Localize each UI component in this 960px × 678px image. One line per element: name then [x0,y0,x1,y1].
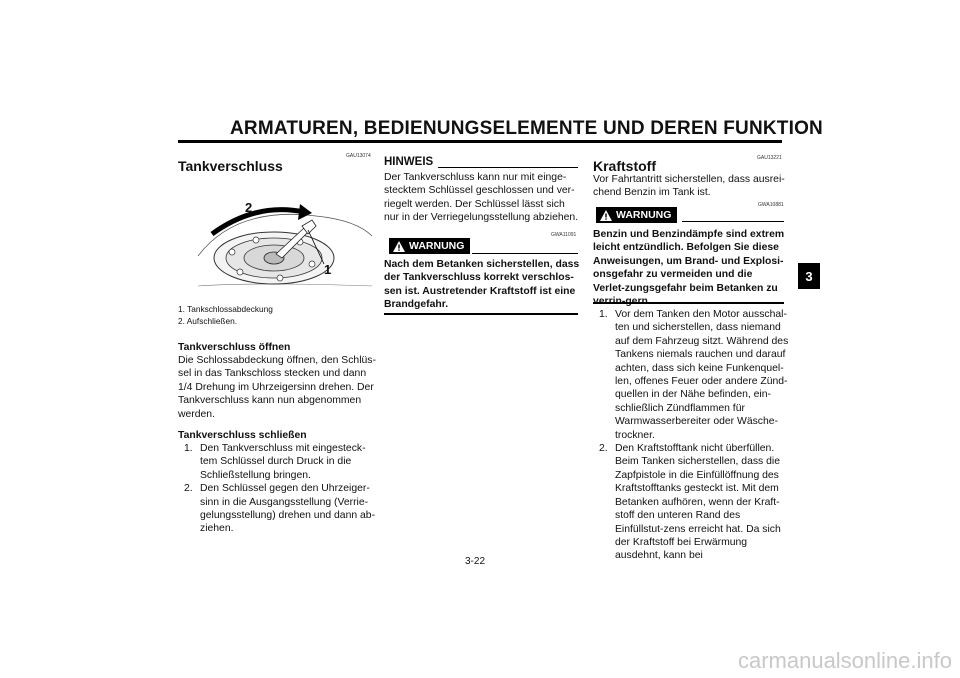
caption-2: 2. Aufschließen. [178,315,238,326]
open-text: Die Schlossabdeckung öffnen, den Schlüs-sel in das Tankschloss stecken und dann 1/4 Drehung im Uhrzeigersinn drehen. Der Tankverschluss kann nun abgenommen werden. [178,355,376,420]
caption-1: 1. Tankschlossabdeckung [178,304,273,314]
warning-rule [472,253,578,254]
subheading-close: Tankverschluss schließen [178,430,307,441]
list-item: 2. Den Schlüssel gegen den Uhrzeiger-sinn in die Ausgangsstellung (Verrie-gelungsstellung) drehen und dann ab-ziehen. [184,483,376,535]
warning-badge [596,207,677,223]
warning-end-rule [593,302,784,304]
page-header-title: ARMATUREN, BEDIENUNGSELEMENTE UND DEREN FUNKTION [230,118,823,139]
note-text: Der Tankverschluss kann nur mit einge-stecktem Schlüssel geschlossen und ver-riegelt werden. Der Schlüssel lässt sich nur in der Verriegelungsstellung abziehen. [384,172,579,224]
list-item: 1. Vor dem Tanken den Motor ausschal-ten und sicherstellen, dass niemand auf dem Fahrzeug sitzt. Während des Tankens niemals rauchen und darauf achten, dass sich keine Funkenquel-len, offenes Feuer oder andere Zünd-quellen in der Nähe befinden, ein-schließlich Zündflammen für Warmwasserbereiter oder Wäsche-trockner. [599,309,789,441]
warning-rule [682,221,784,222]
list-item: 2. Den Kraftstofftank nicht überfüllen. Beim Tanken sicherstellen, dass die Zapfpistole in die Einfüllöffnung des Kraftstofftanks gesteckt ist. Mit dem Betanken aufhören, wenn der Kraft-stoff den unteren Rand des Einfüllstut-zens erreicht hat. Da sich der Kraftstoff bei Erwärmung ausdehnt, kann bei [599,443,781,562]
figure-label-1: 1 [324,262,332,277]
intro-text: Vor Fahrtantritt sicherstellen, dass ausrei-chend Benzin im Tank ist. [593,174,785,199]
figure-captions [178,304,378,327]
header-rule [178,140,782,143]
warning-triangle-icon [393,241,405,252]
section-heading: Tankverschluss [178,158,283,174]
warning-text: Benzin und Benzindämpfe sind extrem leicht entzündlich. Befolgen Sie diese Anweisungen, um Brand- und Explosi-onsgefahr zu vermeiden und die Verlet-zungsgefahr beim Betanken zu [593,229,785,294]
warning-text: Nach dem Betanken sicherstellen, dass der Tankverschluss korrekt verschlos-sen ist. Austretender Kraftstoff ist eine Brandgefahr. [384,259,580,311]
warning-triangle-icon [600,210,612,221]
chapter-tab: 3 [798,263,820,289]
warning-badge [389,238,470,254]
note-title: HINWEIS [384,156,434,168]
section-code: GAU13074 [346,153,371,159]
warning-label: WARNUNG [616,209,672,221]
fuel-cap-illustration [196,186,374,296]
warning-code: GWA11091 [551,232,577,238]
page-number: 3-22 [465,556,486,567]
figure-label-2: 2 [245,200,253,215]
list-item: 1. Den Tankverschluss mit eingesteck-tem Schlüssel durch Druck in die Schließstellung bringen. [184,443,366,481]
watermark: carmanualsonline.info [737,648,952,673]
section-heading: Kraftstoff [593,158,656,174]
note-rule [438,167,578,168]
fuel-cap-figure [196,186,374,296]
warning-code: GWA10881 [758,202,784,208]
section-code: GAU13221 [757,155,782,161]
warning-label: WARNUNG [409,240,465,252]
fuel-steps-list [593,308,789,563]
close-steps-list [178,442,378,536]
subheading-open: Tankverschluss öffnen [178,342,291,353]
warning-end-rule [384,313,578,315]
